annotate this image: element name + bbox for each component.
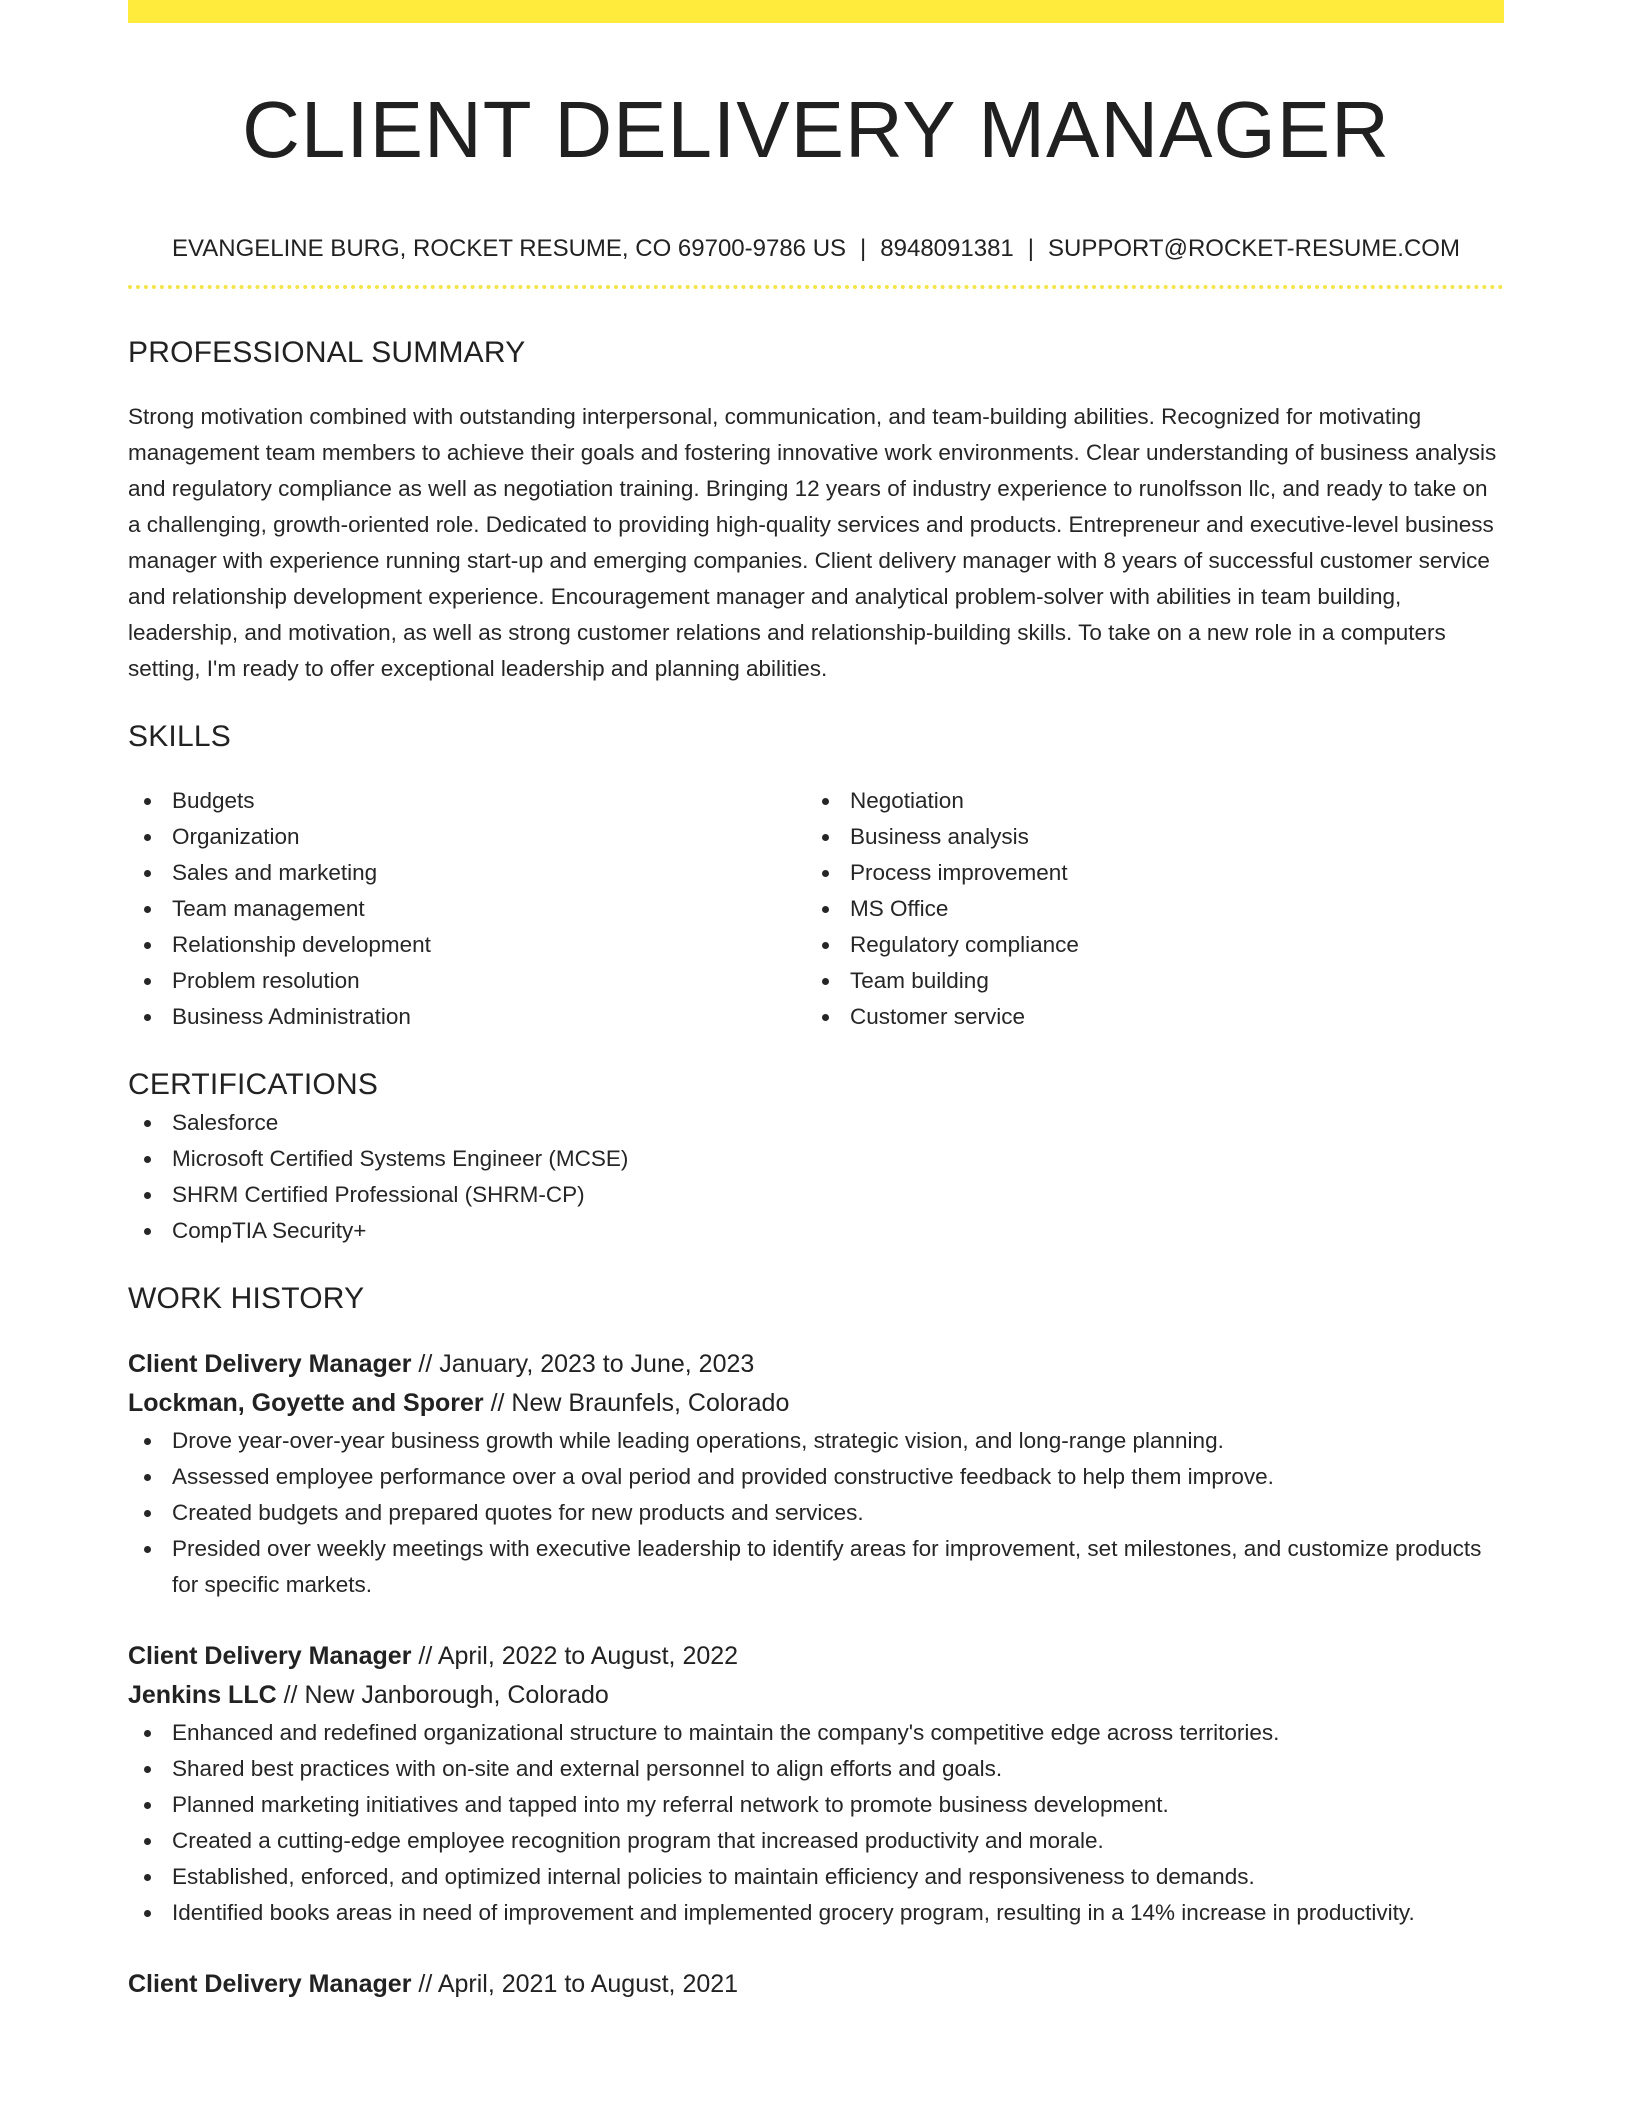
skill-item: Customer service xyxy=(850,999,1484,1035)
job-role: Client Delivery Manager xyxy=(128,1350,412,1378)
job-bullet-list xyxy=(128,1423,1504,1603)
skills-column-right xyxy=(806,783,1484,1035)
job-company: Lockman, Goyette and Sporer xyxy=(128,1389,484,1417)
skills-column-left xyxy=(128,783,806,1035)
job-bullet: Presided over weekly meetings with executive leadership to identify areas for improvement, set milestones, and customize products for specific markets. xyxy=(172,1531,1504,1603)
contact-email: SUPPORT@ROCKET-RESUME.COM xyxy=(1048,235,1460,262)
certification-item: Salesforce xyxy=(172,1105,1504,1141)
skills-grid xyxy=(128,783,1504,1035)
job-bullet: Assessed employee performance over a oval period and provided constructive feedback to help them improve. xyxy=(172,1459,1504,1495)
job-company-line xyxy=(128,1676,1504,1715)
section-title-summary: PROFESSIONAL SUMMARY xyxy=(128,336,526,369)
job-bullet: Established, enforced, and optimized internal policies to maintain efficiency and responsiveness to demands. xyxy=(172,1859,1504,1895)
skill-item: Problem resolution xyxy=(172,963,806,999)
job-bullet: Drove year-over-year business growth while leading operations, strategic vision, and long-range planning. xyxy=(172,1423,1504,1459)
divider xyxy=(128,285,1504,289)
skills-list-right xyxy=(806,783,1484,1035)
job-entry xyxy=(128,1965,1504,2004)
job-bullet: Shared best practices with on-site and external personnel to align efforts and goals. xyxy=(172,1751,1504,1787)
job-entry xyxy=(128,1637,1504,1931)
certification-item: Microsoft Certified Systems Engineer (MCSE) xyxy=(172,1141,1504,1177)
job-location: // New Braunfels, Colorado xyxy=(490,1389,790,1417)
job-dates: // January, 2023 to June, 2023 xyxy=(418,1350,755,1378)
skill-item: Sales and marketing xyxy=(172,855,806,891)
skill-item: Business Administration xyxy=(172,999,806,1035)
resume-title: CLIENT DELIVERY MANAGER xyxy=(242,85,1390,174)
section-title-skills: SKILLS xyxy=(128,720,231,753)
contact-line xyxy=(128,233,1504,265)
contact-separator: | xyxy=(1027,235,1034,262)
job-company: Jenkins LLC xyxy=(128,1681,277,1709)
skill-item: Budgets xyxy=(172,783,806,819)
job-bullet: Created budgets and prepared quotes for new products and services. xyxy=(172,1495,1504,1531)
skill-item: MS Office xyxy=(850,891,1484,927)
certification-item: CompTIA Security+ xyxy=(172,1213,1504,1249)
job-bullet: Planned marketing initiatives and tapped into my referral network to promote business development. xyxy=(172,1787,1504,1823)
job-role: Client Delivery Manager xyxy=(128,1970,412,1998)
job-bullet-list xyxy=(128,1715,1504,1931)
job-role-line xyxy=(128,1637,1504,1676)
skills-list-left xyxy=(128,783,806,1035)
skill-item: Organization xyxy=(172,819,806,855)
skill-item: Process improvement xyxy=(850,855,1484,891)
job-role: Client Delivery Manager xyxy=(128,1642,412,1670)
certification-item: SHRM Certified Professional (SHRM-CP) xyxy=(172,1177,1504,1213)
contact-separator: | xyxy=(860,235,867,262)
job-bullet: Identified books areas in need of improvement and implemented grocery program, resulting in a 14% increase in productivity. xyxy=(172,1895,1504,1931)
section-title-certifications: CERTIFICATIONS xyxy=(128,1068,379,1101)
job-dates: // April, 2021 to August, 2021 xyxy=(418,1970,739,1998)
job-company-line xyxy=(128,1384,1504,1423)
job-dates: // April, 2022 to August, 2022 xyxy=(418,1642,739,1670)
job-bullet: Enhanced and redefined organizational structure to maintain the company's competitive edge across territories. xyxy=(172,1715,1504,1751)
section-title-work-history: WORK HISTORY xyxy=(128,1282,365,1315)
job-role-line xyxy=(128,1345,1504,1384)
certifications-list xyxy=(128,1105,1504,1249)
contact-phone: 8948091381 xyxy=(880,235,1014,262)
job-role-line xyxy=(128,1965,1504,2004)
skill-item: Regulatory compliance xyxy=(850,927,1484,963)
skill-item: Business analysis xyxy=(850,819,1484,855)
skill-item: Relationship development xyxy=(172,927,806,963)
job-location: // New Janborough, Colorado xyxy=(283,1681,609,1709)
contact-address: EVANGELINE BURG, ROCKET RESUME, CO 69700-9786 US xyxy=(172,235,847,262)
skill-item: Team building xyxy=(850,963,1484,999)
job-bullet: Created a cutting-edge employee recognition program that increased productivity and morale. xyxy=(172,1823,1504,1859)
accent-bar xyxy=(128,0,1504,23)
job-entry xyxy=(128,1345,1504,1603)
skill-item: Negotiation xyxy=(850,783,1484,819)
skill-item: Team management xyxy=(172,891,806,927)
resume-page xyxy=(128,0,1504,2004)
summary-text: Strong motivation combined with outstanding interpersonal, communication, and team-building abilities. Recognized for motivating management team members to achieve their goals and fostering innovative work environments. Clear understanding of business analysis and regulatory compliance as well as negotiation training. Bringing 12 years of industry experience to runolfsson llc, and ready to take on a challenging, growth-oriented role. Dedicated to providing high-quality services and products. Entrepreneur and executive-level business manager with experience running start-up and emerging companies. Client delivery manager with 8 years of successful customer service and relationship development experience. Encouragement manager and analytical problem-solver with abilities in team building, leadership, and motivation, as well as strong customer relations and relationship-building skills. To take on a new role in a computers setting, I'm ready to offer exceptional leadership and planning abilities. xyxy=(128,404,1497,681)
